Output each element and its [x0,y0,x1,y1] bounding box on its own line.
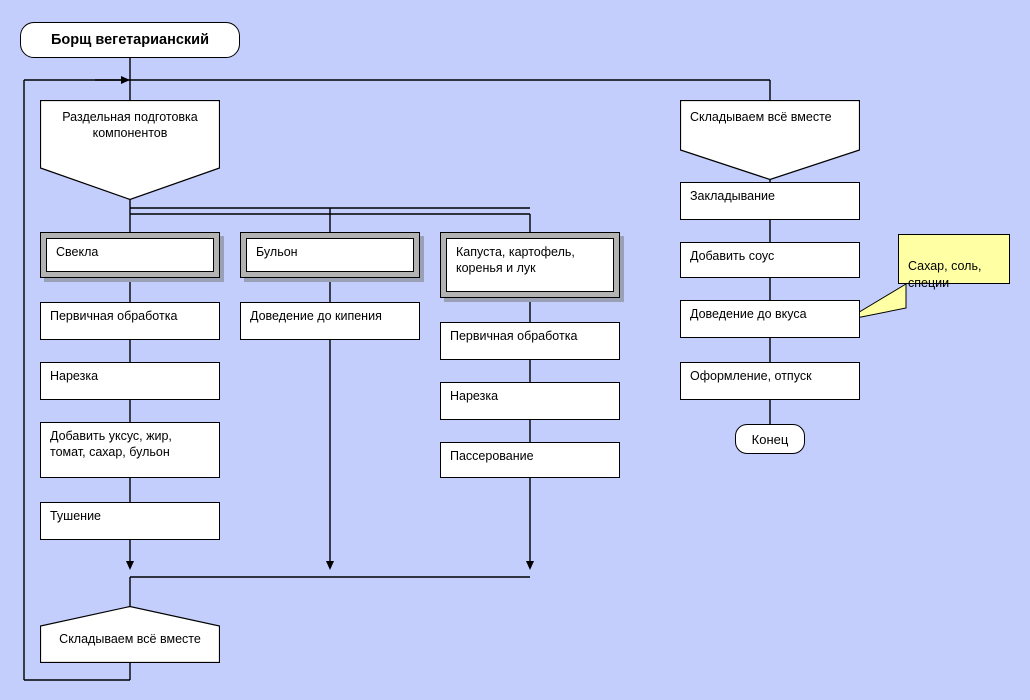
note-callout-label: Сахар, соль, специи [908,259,982,290]
column-1-header-label: Свекла [46,238,214,272]
diagram-title-node [20,22,240,58]
right-step-4-label: Оформление, отпуск [690,369,812,383]
column-1-step-2-label: Нарезка [50,369,99,383]
right-join-header-node [680,100,860,180]
right-step-3 [680,300,860,338]
right-step-4 [680,362,860,400]
right-step-2 [680,242,860,278]
right-step-2-label: Добавить соус [690,249,775,263]
note-callout [898,234,1010,290]
column-3-step-2-label: Нарезка [450,389,499,403]
column-3-step-3 [440,442,620,478]
column-3-header-label: Капуста, картофель, коренья и лук [446,238,614,292]
column-2-header-label: Бульон [246,238,414,272]
column-3-step-1 [440,322,620,360]
column-1-step-3 [40,422,220,478]
column-3-step-3-label: Пассерование [450,449,534,463]
column-3-header-node [440,232,620,298]
right-join-header-label: Складываем всё вместе [690,110,832,124]
column-1-header-node [40,232,220,278]
column-1-step-2 [40,362,220,400]
right-step-3-label: Доведение до вкуса [690,307,807,321]
left-prep-header-node [40,100,220,200]
column-1-step-1-label: Первичная обработка [50,309,178,323]
left-join-footer-node [40,606,220,663]
diagram-title-label: Борщ вегетарианский [50,32,209,48]
column-1-step-4 [40,502,220,540]
left-prep-header-label: Раздельная подготовка компонентов [62,110,198,140]
column-2-step-1 [240,302,420,340]
left-join-footer-label: Складываем всё вместе [59,632,201,646]
column-3-step-1-label: Первичная обработка [450,329,578,343]
column-1-step-3-label: Добавить уксус, жир, томат, сахар, бульон [50,429,172,459]
column-3-step-2 [440,382,620,420]
column-2-header-node [240,232,420,278]
right-step-1 [680,182,860,220]
end-node-label: Конец [751,431,789,447]
column-2-step-1-label: Доведение до кипения [250,309,382,323]
end-node [735,424,805,454]
column-1-step-4-label: Тушение [50,509,102,523]
right-step-1-label: Закладывание [690,189,775,203]
column-1-step-1 [40,302,220,340]
